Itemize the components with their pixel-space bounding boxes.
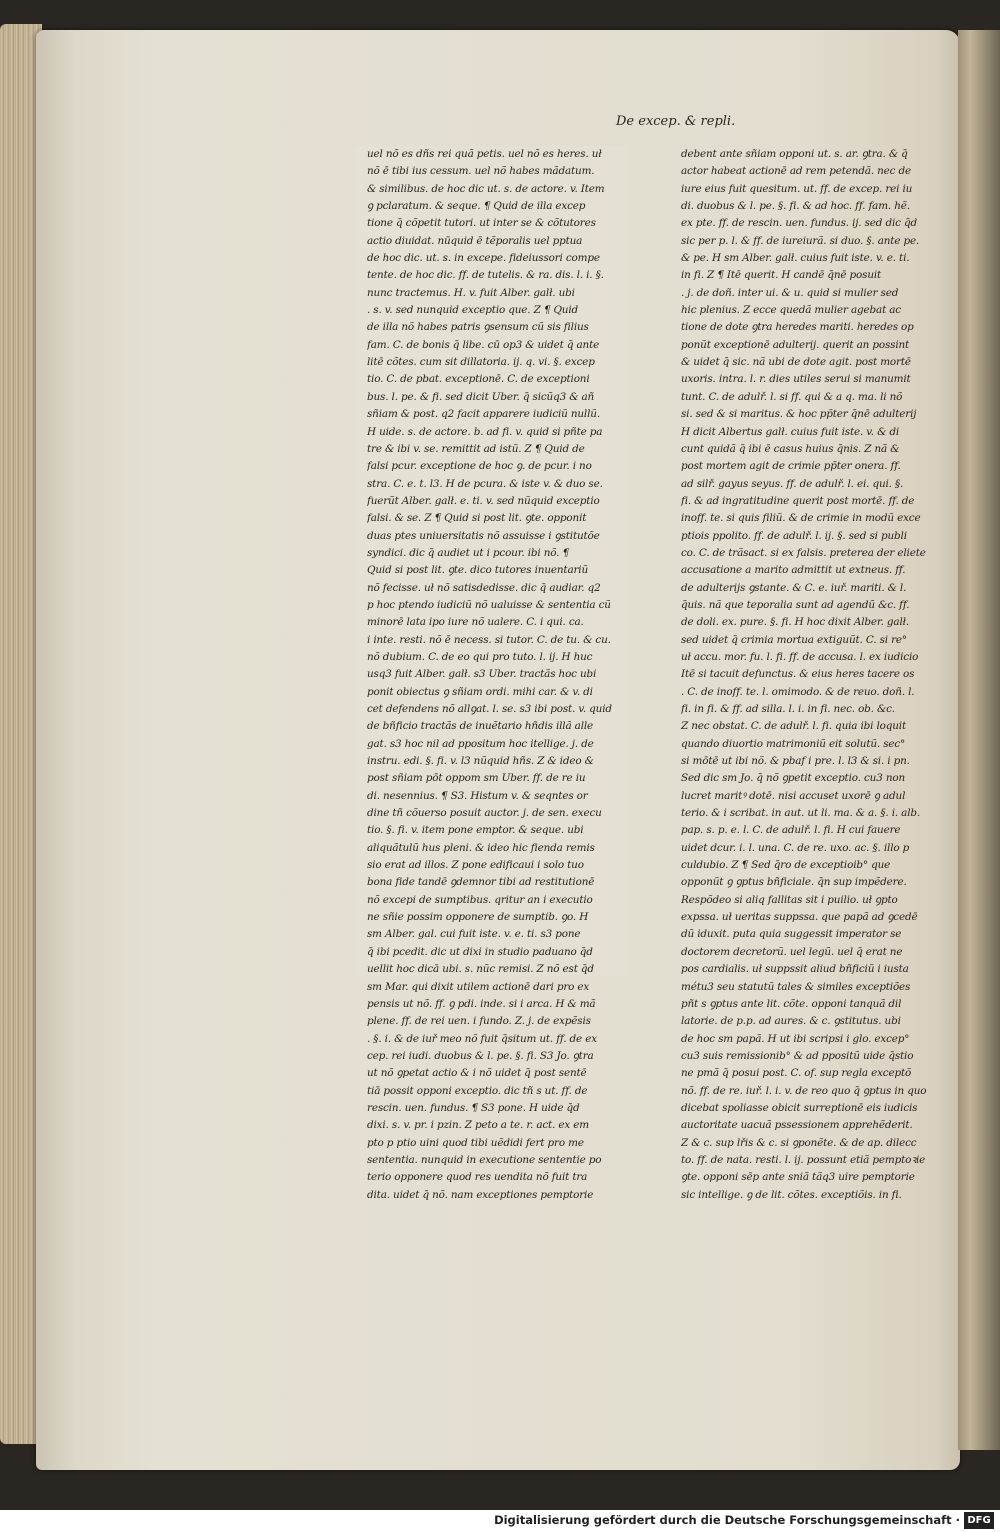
text-line: sed uidet q̄ crimia mortua extiguũt. C. si re° xyxy=(681,633,907,646)
text-line: ne sñie possim opponere de sumptib. ꝯo. H xyxy=(367,911,589,924)
text-line: ꝯte. opponi sēp ante sniã tãq3 uire pemptorie xyxy=(681,1171,915,1184)
text-line: actio diuidat. nūquid ē tẽporalis uel pptua xyxy=(367,234,583,247)
text-line: aliquãtulũ hus pleni. & ideo hic fienda remis xyxy=(367,841,595,854)
text-line: ponũt exceptionē adulterij. querit an possint xyxy=(681,338,910,351)
text-line: debent ante sñiam opponi ut. s. ar. ꝯtra. & q̄ xyxy=(681,148,908,160)
text-line: tione de dote ꝯtra heredes mariti. heredes op xyxy=(681,321,914,334)
text-column-right xyxy=(681,146,945,1204)
text-line: post mortem agit de crimie pp̄ter onera. ff. xyxy=(681,460,901,473)
text-line: Z nec obstat. C. de adulř. l. fi. quia ibi loquit xyxy=(681,720,906,733)
text-line: fuerũt Alber. galł. e. ti. v. sed nũquid exceptio xyxy=(367,494,600,507)
text-line: litē cõtes. cum sit dillatoria. ij. q. vi. §. excep xyxy=(367,356,595,369)
text-line: nunc tractemus. H. v. fuit Alber. galł. ubi xyxy=(367,286,575,299)
text-line: sñiam & post. q2 facit apparere iudiciũ nullũ. xyxy=(367,408,600,421)
text-line: cep. rei iudi. duobus & l. pe. §. fi. S3 Jo. ꝯtra xyxy=(367,1049,594,1062)
dfg-logo: DFG xyxy=(964,1512,994,1529)
text-line: de doli. ex. pure. §. fi. H hoc dixit Alber. galł. xyxy=(681,616,909,629)
text-line: pensis ut nõ. ff. ꝯ pdi. inde. si i arca. H & mã xyxy=(367,997,596,1010)
text-line: co. C. de trãsact. si ex falsis. preterea der eliete xyxy=(681,546,926,559)
text-line: culdubio. Z ¶ Sed q̄ro de exceptioib° que xyxy=(681,859,891,872)
text-line: & similibus. de hoc dic ut. s. de actore. v. Item xyxy=(367,182,605,195)
text-line: . C. de inoff. te. l. omimodo. & de reuo. doñ. l. xyxy=(681,685,915,698)
footer-bar xyxy=(0,1510,1000,1532)
text-line: nõ dubium. C. de eo qui pro tuto. l. ij. H huc xyxy=(367,650,593,663)
text-line: pos cardialis. uł suppssit aliud bñficiũ i iusta xyxy=(681,963,909,976)
text-line: de illa nõ habes patris ꝯsensum cũ sis filius xyxy=(367,321,589,334)
text-line: nõ fecisse. uł nõ satisdedisse. dic q̄ audiar. q2 xyxy=(367,581,601,594)
text-line: ad silř. gayus seyus. ff. de adulř. l. ei. qui. §. xyxy=(681,477,904,490)
text-line: métu3 seu statutũ tales & similes exceptiões xyxy=(681,980,911,993)
text-line: quando diuortio matrimoniũ eit solutũ. sec° xyxy=(681,737,906,750)
text-line: plene. ff. de rei uen. i fundo. Z. j. de expẽsis xyxy=(367,1015,591,1028)
text-line: p hoc ptendo iudiciũ nõ ualuisse & sententia cũ xyxy=(367,598,611,611)
text-line: i inte. resti. nõ ē necess. si tutor. C. de tu. & cu. xyxy=(367,633,611,646)
text-line: Itē si tacuit defunctus. & eius heres tacere os xyxy=(681,668,915,681)
text-line: pto p ptio uini quod tibi uẽdidi fert pro me xyxy=(367,1136,584,1149)
text-line: di. nesennius. ¶ S3. Histum v. & seqntes or xyxy=(367,789,588,802)
text-line: pñt s ꝯptus ante lit. cõte. opponi tanquã dil xyxy=(681,997,902,1010)
text-line: sm Mar. qui dixit utilem actionē dari pro ex xyxy=(367,980,590,993)
text-line: de hoc sm papã. H ut ibi scripsi i glo. excep° xyxy=(681,1032,910,1045)
text-line: inoff. te. si quis filiũ. & de crimie in modũ exce xyxy=(681,512,921,525)
text-line: tio. §. fi. v. item pone emptor. & seque. ubi xyxy=(367,824,584,837)
text-line: & uidet q̄ sic. nã ubi de dote agit. post mortē xyxy=(681,356,911,369)
text-line: & pe. H sm Alber. galł. cuius fuit iste. v. e. ti. xyxy=(681,252,910,265)
text-line: . §. i. & de iuř meo nõ fuit q̄situm ut. ff. de ex xyxy=(367,1032,597,1045)
text-line: usq3 fuit Alber. galł. s3 Uber. tractãs hoc ubi xyxy=(367,668,597,681)
text-line: tente. de hoc dic. ff. de tutelis. & ra. dis. l. i. §. xyxy=(367,269,604,282)
text-line: nõ ē tibi ius cessum. uel nõ habes mãdatum. xyxy=(367,165,595,178)
text-line: fi. & ad ingratitudine querit post mortē. ff. de xyxy=(681,494,915,507)
text-line: accusatione a marito admittit ut extneus. ff. xyxy=(681,564,906,577)
text-line: duas ptes uniuersitatis nõ assuisse i ꝯstitutõe xyxy=(367,529,600,542)
text-line: di. duobus & l. pe. §. fi. & ad hoc. ff. fam. hẽ. xyxy=(681,200,910,213)
text-line: ex pte. ff. de rescin. uen. fundus. ij. sed dic q̄d xyxy=(681,217,917,230)
page-stack-right-edge xyxy=(958,30,1000,1450)
text-line: falsi. & se. Z ¶ Quid si post lit. ꝯte. opponit xyxy=(367,512,587,525)
text-line: sic per p. l. & ff. de iureiurã. si duo. §. ante pe. xyxy=(681,234,920,247)
text-line: sm Alber. gal. cui fuit iste. v. e. ti. s3 pone xyxy=(367,928,581,941)
text-line: uellit hoc dicā ubi. s. nũc remisi. Z nõ est q̄d xyxy=(367,963,594,976)
text-line: ut nõ ꝯpetat actio & i nõ uidet q̄ post sentē xyxy=(367,1067,587,1080)
text-line: . s. v. sed nunquid exceptio que. Z ¶ Quid xyxy=(367,304,579,317)
text-line: auctoritate uacuã pssessionem apprehẽderit. xyxy=(681,1119,913,1132)
text-line: si. sed & si maritus. & hoc pp̄ter q̄nē adulterij xyxy=(681,408,917,421)
text-line: uidet dcur. i. l. una. C. de re. uxo. ac. §. illo p xyxy=(681,841,910,854)
text-line: iure eius fuit quesitum. ut. ff. de excep. rei iu xyxy=(681,182,913,195)
text-line: sententia. nunquid in executione sententie po xyxy=(367,1153,602,1166)
text-line: Sed dic sm Jo. q̄ nõ ꝯpetit exceptio. cu3 non xyxy=(681,772,906,785)
text-line: expssa. uł ueritas suppssa. que papã ad ꝯcedē xyxy=(681,911,918,924)
text-line: ne pmã q̄ posui post. C. of. sup regla exceptõ xyxy=(681,1067,912,1080)
text-line: in fi. Z ¶ Itē querit. H candē q̄nē posuit xyxy=(681,269,882,282)
text-line: falsi pcur. exceptione de hoc ꝯ. de pcur. i no xyxy=(367,460,592,473)
text-line: syndici. dic q̄ audiet ut i pcour. ibi nõ. ¶ xyxy=(367,546,569,559)
text-line: H dicit Albertus galł. cuius fuit iste. v. & di xyxy=(681,425,900,438)
text-line: terio. & i scribat. in aut. ut li. ma. & a. §. i. alb. xyxy=(681,807,921,820)
text-line: q̄uis. nã que teporalia sunt ad agendũ &c. ff. xyxy=(681,598,910,611)
text-line: lucret maritꝰ dotē. nisi accuset uxorē ꝯ adul xyxy=(681,789,906,802)
text-line: tiā possit opponi exceptio. dic tñ s ut. ff. de xyxy=(367,1084,588,1097)
text-line: dicebat spoliasse obicit surreptionē eis iudicis xyxy=(681,1101,918,1114)
text-line: uxoris. intra. l. r. dies utiles serui si manumit xyxy=(681,373,911,386)
text-line: bona fide tandē ꝯdemnor tibi ad restitutionē xyxy=(367,876,595,889)
text-line: tunt. C. de adulř. l. si ff. qui & a q. ma. li nõ xyxy=(681,390,903,403)
text-line: minorē lata ipo iure nõ ualere. C. i qui. ca. xyxy=(367,616,584,629)
text-line: cunt quidã q̄ ibi ē casus huius q̄nis. Z nã & xyxy=(681,442,900,455)
text-line: actor habeat actionē ad rem petendã. nec de xyxy=(681,165,911,178)
text-column-left xyxy=(367,146,622,1204)
text-line: tre & ibi v. se. remittit ad istũ. Z ¶ Quid de xyxy=(367,442,585,455)
text-line: post sñiam pōt oppom sm Uber. ff. de re iu xyxy=(367,772,586,785)
text-line: latorie. de p.p. ad aures. & c. ꝯstitutus. ubi xyxy=(681,1015,901,1028)
text-line: de adulterijs ꝯstante. & C. e. iuř. mariti. & l. xyxy=(681,581,907,594)
text-line: dũ iduxit. puta quia suggessit imperator se xyxy=(681,928,902,941)
text-line: si mōtē ut ibi nõ. & pbaf i pre. l. l3 & si. i pn. xyxy=(681,755,910,768)
text-line: tione q̄ cõpetit tutori. ut inter se & cõtutores xyxy=(367,217,596,230)
text-line: sic intellige. ꝯ de lit. cõtes. exceptiõis. in fi. xyxy=(681,1188,902,1201)
text-line: Quid si post lit. ꝯte. dico tutores inuentariũ xyxy=(367,564,589,577)
text-line: uł accu. mor. fu. l. fi. ff. de accusa. l. ex iudicio xyxy=(681,650,919,663)
text-line: gat. s3 hoc nil ad ppositum hoc itellige. j. de xyxy=(367,737,594,750)
text-line: Respõdeo si aliq fallitas sit i puilio. uł ꝯpto xyxy=(681,893,898,906)
text-line: instru. edi. §. fi. v. l3 nũquid hñs. Z & ideo & xyxy=(367,755,594,768)
text-line: dine tñ cõuerso posuit auctor. j. de sen. execu xyxy=(367,807,602,820)
text-line: nõ. ff. de re. iuř. l. i. v. de reo quo q̄ ꝯptus in quo xyxy=(681,1084,927,1097)
text-line: ꝯ pclaratum. & seque. ¶ Quid de illa excep xyxy=(367,200,586,213)
text-line: rescin. uen. fundus. ¶ S3 pone. H uide q̄d xyxy=(367,1101,580,1114)
text-line: ponit obiectus ꝯ sñiam ordi. mihi car. & v. di xyxy=(367,685,593,698)
text-line: Z & c. sup lřis & c. si ꝯponẽte. & de ap. dilecc xyxy=(681,1136,917,1149)
text-line: bus. l. pe. & fi. sed dicit Uber. q̄ sicũq3 & añ xyxy=(367,390,595,403)
text-line: dixi. s. v. pr. i pzin. Z peto a te. r. act. ex em xyxy=(367,1119,589,1132)
footer-credit: Digitalisierung gefördert durch die Deutsche Forschungsgemeinschaft · xyxy=(494,1513,960,1527)
text-line: ptiois ppolito. ff. de adulř. l. ij. §. sed si publi xyxy=(681,529,907,542)
text-line: uel nõ es dñs rei quã petis. uel nõ es heres. uł xyxy=(367,148,602,160)
text-line: cet defendens nõ allꝯat. l. se. s3 ibi post. v. quid xyxy=(367,703,612,715)
text-line: to. ff. de nata. resti. l. ij. possunt etiã pemptoꝛie xyxy=(681,1153,926,1166)
text-line: H uide. s. de actore. b. ad fi. v. quid si pñte pa xyxy=(367,425,603,438)
text-line: nõ excepi de sumptibus. qritur an i executio xyxy=(367,893,593,906)
text-line: tio. C. de pbat. exceptionē. C. de exceptioni xyxy=(367,373,590,386)
text-line: dita. uidet q̄ nõ. nam exceptiones pemptorie xyxy=(367,1188,594,1201)
text-line: cu3 suis remissionib° & ad ppositũ uide q̄stio xyxy=(681,1049,914,1062)
text-line: hic plenius. Z ecce quedã mulier agebat ac xyxy=(681,304,901,317)
text-line: q̄ ibi pcedit. dic ut dixi in studio paduano q̄d xyxy=(367,945,593,958)
text-line: de bñficio tractãs de inuẽtario hñdis illã alle xyxy=(367,720,594,733)
running-head: De excep. & repli. xyxy=(616,114,736,129)
text-line: fi. in fi. & ff. ad silla. l. i. in fi. nec. ob. &c. xyxy=(681,703,895,715)
text-line: sio erat ad illos. Z pone edificaui i solo tuo xyxy=(367,859,584,872)
text-line: de hoc dic. ut. s. in excepe. fideiussori compe xyxy=(367,252,600,265)
text-line: opponũt ꝯ ꝯptus bñficiale. q̄n sup impẽdere. xyxy=(681,876,907,889)
text-line: stra. C. e. t. l3. H de pcura. & iste v. & duo se. xyxy=(367,477,603,490)
text-line: pap. s. p. e. l. C. de adulř. l. fi. H cui fauere xyxy=(681,824,901,837)
text-line: fam. C. de bonis q̄ libe. cū op3 & uidet q̄ ante xyxy=(367,338,600,351)
text-line: doctorem decretorũ. uel legũ. uel q̄ erat ne xyxy=(681,945,903,958)
text-line: . j. de doñ. inter ui. & u. quid si mulier sed xyxy=(681,286,899,299)
text-line: terio opponere quod res uendita nõ fuit tra xyxy=(367,1171,588,1184)
